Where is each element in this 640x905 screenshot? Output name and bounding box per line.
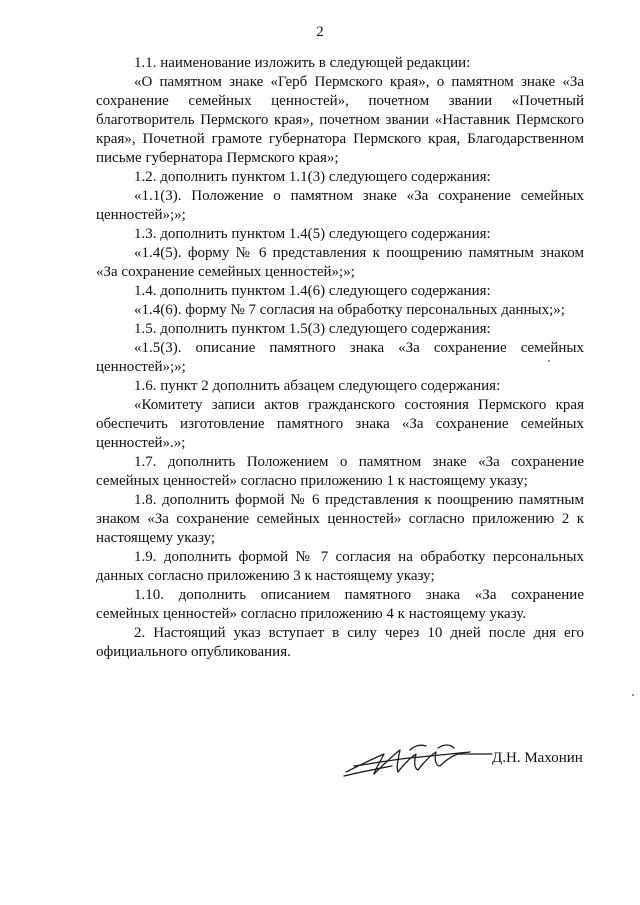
paragraph: «1.4(6). форму № 7 согласия на обработку персональных данных;»; <box>134 302 565 318</box>
paragraph: 1.6. пункт 2 дополнить абзацем следующего содержания: <box>134 378 501 394</box>
paragraph: «1.4(5). форму № 6 представления к поощрению памятным знаком «За сохранение семейных ценностей»;»; <box>96 245 584 280</box>
paragraph: 1.9. дополнить формой № 7 согласия на обработку персональных данных согласно приложению 3 к настоящему указу; <box>96 549 584 584</box>
signature-block <box>340 736 590 786</box>
scan-artifact <box>548 360 550 362</box>
paragraph: 1.10. дополнить описанием памятного знака «За сохранение семейных ценностей» согласно приложению 4 к настоящему указу. <box>96 587 584 622</box>
paragraph: 1.5. дополнить пунктом 1.5(3) следующего содержания: <box>134 321 491 337</box>
document-body <box>96 54 584 662</box>
paragraph: «О памятном знаке «Герб Пермского края», о памятном знаке «За сохранение семейных ценностей», почетном звании «Почетный благотворитель Пермского края», почетном звании «Наставник Пермского края», Почетной грамоте губернатора Пермского края, Благодарственном письме губернатора Пермского края»; <box>96 74 584 166</box>
paragraph: 1.7. дополнить Положением о памятном знаке «За сохранение семейных ценностей» согласно приложению 1 к настоящему указу; <box>96 454 584 489</box>
paragraph: 1.8. дополнить формой № 6 представления к поощрению памятным знаком «За сохранение семейных ценностей» согласно приложению 2 к настоящему указу; <box>96 492 584 546</box>
paragraph: 1.2. дополнить пунктом 1.1(3) следующего содержания: <box>134 169 491 185</box>
paragraph: 2. Настоящий указ вступает в силу через 10 дней после дня его официального опубликования. <box>96 625 584 660</box>
paragraph: «1.1(3). Положение о памятном знаке «За сохранение семейных ценностей»;»; <box>96 188 584 223</box>
paragraph: 1.1. наименование изложить в следующей редакции: <box>134 55 471 71</box>
handwritten-signature <box>340 736 495 786</box>
page-number: 2 <box>316 24 324 40</box>
scan-artifact <box>632 694 634 696</box>
paragraph: «Комитету записи актов гражданского состояния Пермского края обеспечить изготовление памятного знака «За сохранение семейных ценностей».»; <box>96 397 584 451</box>
signer-name: Д.Н. Махонин <box>492 750 583 766</box>
paragraph: «1.5(3). описание памятного знака «За сохранение семейных ценностей»;»; <box>96 340 584 375</box>
paragraph: 1.4. дополнить пунктом 1.4(6) следующего содержания: <box>134 283 491 299</box>
paragraph: 1.3. дополнить пунктом 1.4(5) следующего содержания: <box>134 226 491 242</box>
